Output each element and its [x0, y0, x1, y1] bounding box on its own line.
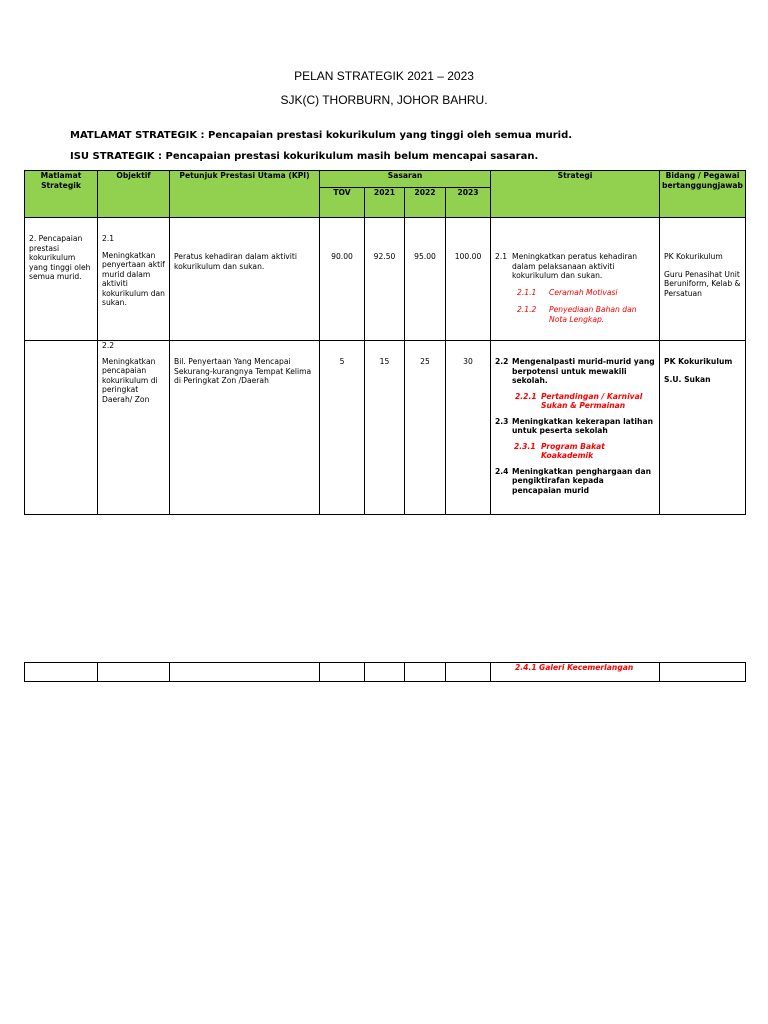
row2-strategi	[491, 341, 660, 515]
isu-strategik: ISU STRATEGIK : Pencapaian prestasi kokurikulum masih belum mencapai sasaran.	[70, 151, 539, 162]
table-row	[25, 663, 746, 682]
row2-tov: 5	[320, 341, 365, 515]
row1-objektif	[98, 218, 170, 341]
school-name: SJK(C) THORBURN, JOHOR BAHRU.	[280, 93, 488, 107]
substrategy-text: Pertandingan / Karnival Sukan & Permainan	[541, 391, 643, 410]
header-objektif: Objektif	[98, 171, 170, 218]
strategy-number: 2.2	[495, 357, 509, 366]
row3-strategi	[491, 663, 660, 682]
header-2022: 2022	[405, 188, 446, 218]
header-2023: 2023	[446, 188, 491, 218]
substrategy-number: 2.3.1	[514, 441, 536, 451]
header-sasaran: Sasaran	[320, 171, 491, 188]
strategy-number: 2.1	[495, 252, 508, 261]
row2-objektif	[98, 341, 170, 515]
row2-kpi: Bil. Penyertaan Yang Mencapai Sekurang-kurangnya Tempat Kelima di Peringkat Zon /Daerah	[170, 341, 320, 515]
row3-2021	[365, 663, 405, 682]
row3-bidang	[660, 663, 746, 682]
row1-objektif-text: Meningkatkan penyertaan aktif murid dalam aktiviti kokurikulum dan sukan.	[102, 250, 165, 307]
strategy-text: Meningkatkan peratus kehadiran dalam pelaksanaan aktiviti kokurikulum dan sukan.	[512, 252, 638, 280]
strategy-text: Meningkatkan penghargaan dan pengiktirafan kepada pencapaian murid	[512, 466, 652, 495]
header-bidang: Bidang / Pegawai bertanggungjawab	[660, 171, 746, 218]
row1-strategi	[491, 218, 660, 341]
substrategy-text: Ceramah Motivasi	[549, 287, 618, 297]
strategy-number: 2.4	[495, 466, 509, 476]
row1-bidang	[660, 218, 746, 341]
row2-2023: 30	[446, 341, 491, 515]
bidang-primary: PK Kokurikulum	[664, 357, 733, 366]
row3-2022	[405, 663, 446, 682]
row1-2021: 92.50	[365, 218, 405, 341]
header-tov: TOV	[320, 188, 365, 218]
strategic-plan-table	[24, 170, 746, 515]
bidang-secondary: Guru Penasihat Unit Beruniform, Kelab & Persatuan	[664, 269, 741, 298]
bidang-primary: PK Kokurikulum	[664, 252, 723, 261]
substrategy-number: 2.4.1	[515, 663, 537, 672]
row3-objektif	[98, 663, 170, 682]
row1-objektif-number: 2.1	[102, 234, 115, 243]
row1-matlamat: 2. Pencapaian prestasi kokurikulum yang tinggi oleh semua murid.	[25, 218, 98, 341]
header-matlamat: Matlamat Strategik	[25, 171, 98, 218]
document-title: PELAN STRATEGIK 2021 – 2023	[294, 69, 474, 83]
substrategy-text: Program Bakat Koakademik	[541, 441, 605, 460]
row3-tov	[320, 663, 365, 682]
row2-objektif-text: Meningkatkan pencapaian kokurikulum di peringkat Daerah/ Zon	[102, 356, 158, 404]
strategy-text: Meningkatkan kekerapan latihan untuk peserta sekolah	[512, 416, 653, 435]
matlamat-strategik: MATLAMAT STRATEGIK : Pencapaian prestasi kokurikulum yang tinggi oleh semua murid.	[70, 130, 573, 141]
substrategy-number: 2.2.1	[515, 391, 537, 401]
substrategy-number: 2.1.1	[517, 287, 537, 297]
strategy-number: 2.3	[495, 416, 509, 426]
row1-kpi: Peratus kehadiran dalam aktiviti kokurikulum dan sukan.	[170, 218, 320, 341]
row2-2021: 15	[365, 341, 405, 515]
row3-matlamat	[25, 663, 98, 682]
row2-2022: 25	[405, 341, 446, 515]
table-row	[25, 218, 746, 341]
row2-objektif-number: 2.2	[102, 341, 115, 350]
row3-kpi	[170, 663, 320, 682]
header-strategi: Strategi	[491, 171, 660, 218]
header-kpi: Petunjuk Prestasi Utama (KPI)	[170, 171, 320, 218]
bidang-secondary: S.U. Sukan	[664, 374, 711, 384]
row3-2023	[446, 663, 491, 682]
substrategy-text: Penyediaan Bahan dan Nota Lengkap.	[549, 305, 637, 324]
substrategy-text: Galeri Kecemerlangan	[539, 663, 634, 672]
table-row	[25, 341, 746, 515]
row2-bidang	[660, 341, 746, 515]
strategic-plan-table-continued	[24, 662, 746, 682]
row2-matlamat	[25, 341, 98, 515]
strategy-text: Mengenalpasti murid-murid yang berpotensi untuk mewakili sekolah.	[512, 357, 655, 385]
row1-tov: 90.00	[320, 218, 365, 341]
row1-2022: 95.00	[405, 218, 446, 341]
row1-2023: 100.00	[446, 218, 491, 341]
substrategy-number: 2.1.2	[517, 305, 537, 314]
header-2021: 2021	[365, 188, 405, 218]
